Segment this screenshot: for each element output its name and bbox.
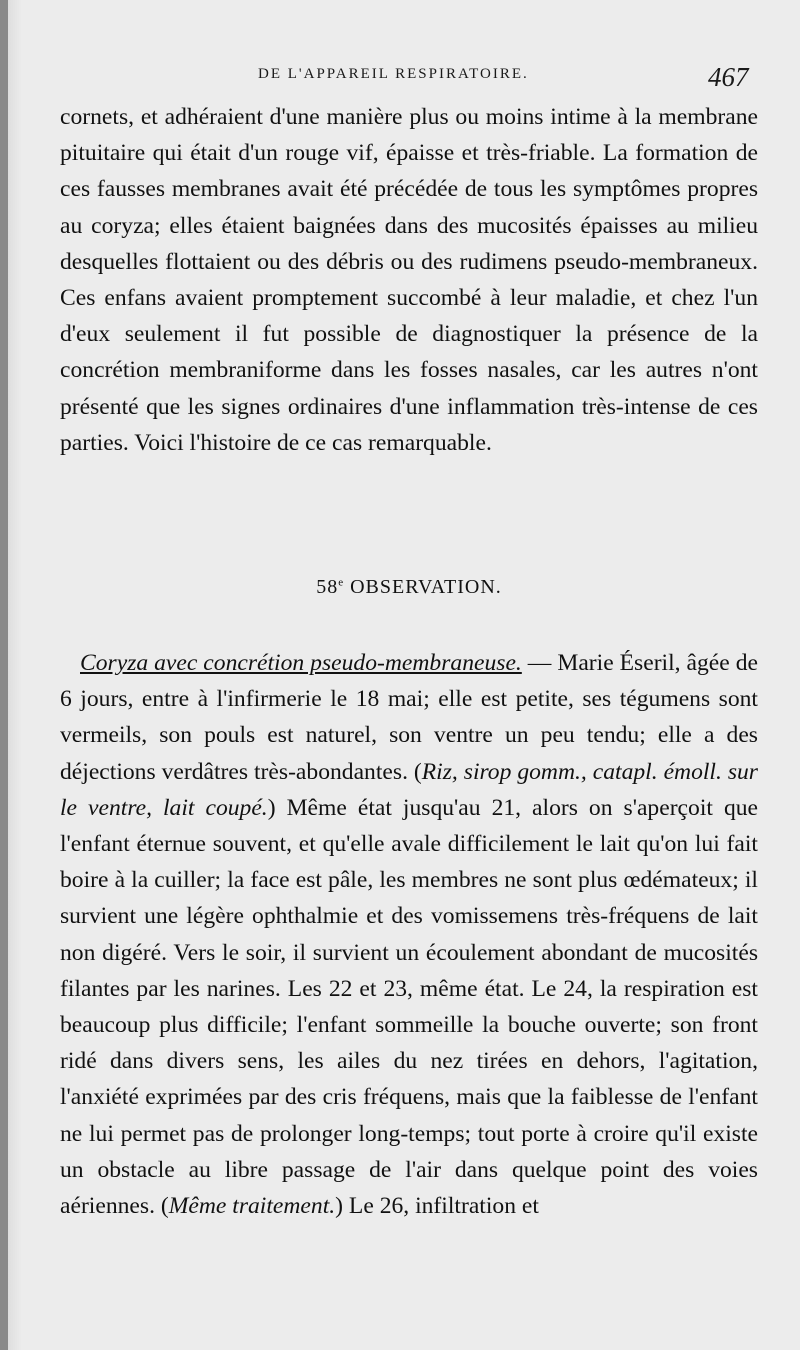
- book-page: [8, 0, 800, 1350]
- paragraph-intro: cornets, et adhéraient d'une manière plus ou moins intime à la membrane pituitaire qui était d'un rouge vif, épaisse et très-friable. La formation de ces fausses membranes avait été précédée de tous les symptômes propres au coryza; elles étaient baignées dans des mucosités épaisses au milieu desquelles flottaient ou des débris ou des rudimens pseudo-membraneux. Ces enfans avaient promptement succombé à leur maladie, et chez l'un d'eux seulement il fut possible de diagnostiquer la présence de la concrétion membraniforme dans les fosses nasales, car les autres n'ont présenté que les signes ordinaires d'une inflammation très-intense de ces parties. Voici l'histoire de ce cas remarquable.: [60, 104, 758, 456]
- page-header: [8, 62, 800, 96]
- observation-number: 58: [316, 576, 339, 598]
- paragraph-case: [60, 645, 758, 1224]
- observation-title: OBSERVATION.: [344, 576, 502, 598]
- running-head: DE L'APPAREIL RESPIRATOIRE.: [258, 66, 529, 82]
- case-intro: — Marie Éseril, âgée de 6 jours, entre à l'infirmerie le 18 mai; elle est petite, ses tégumens sont vermeils, son pouls est naturel, son ventre un peu tendu; elle a des déjections verdâtres très-abondantes. (: [60, 650, 758, 785]
- treatment-note-1: Riz, sirop gomm., catapl. émoll. sur le ventre, lait coupé.: [60, 758, 758, 821]
- observation-heading: [60, 576, 758, 599]
- treatment-note-2: Même traitement.: [168, 1193, 336, 1220]
- case-title: Coryza avec concrétion pseudo-membraneuse.: [80, 650, 522, 676]
- case-end: ) Le 26, infiltration et: [335, 1193, 539, 1220]
- observation-number-suffix: e: [338, 576, 345, 589]
- page-number: 467: [708, 62, 749, 92]
- case-middle: ) Même état jusqu'au 21, alors on s'aperçoit que l'enfant éternue souvent, et qu'elle avale difficilement le lait qu'on lui fait boire à la cuiller; la face est pâle, les membres ne sont plus œdémateux; il survient une légère ophthalmie et des vomissemens très-fréquens de lait non digéré. Vers le soir, il survient un écoulement abondant de mucosités filantes par les narines. Les 22 et 23, même état. Le 24, la respiration est beaucoup plus difficile; l'enfant sommeille la bouche ouverte; son front ridé dans divers sens, les ailes du nez tirées en dehors, l'agitation, l'anxiété exprimées par des cris fréquens, mais que la faiblesse de l'enfant ne lui permet pas de prolonger long-temps; tout porte à croire qu'il existe un obstacle au libre passage de l'air dans quelque point des voies aériennes. (: [60, 794, 759, 1220]
